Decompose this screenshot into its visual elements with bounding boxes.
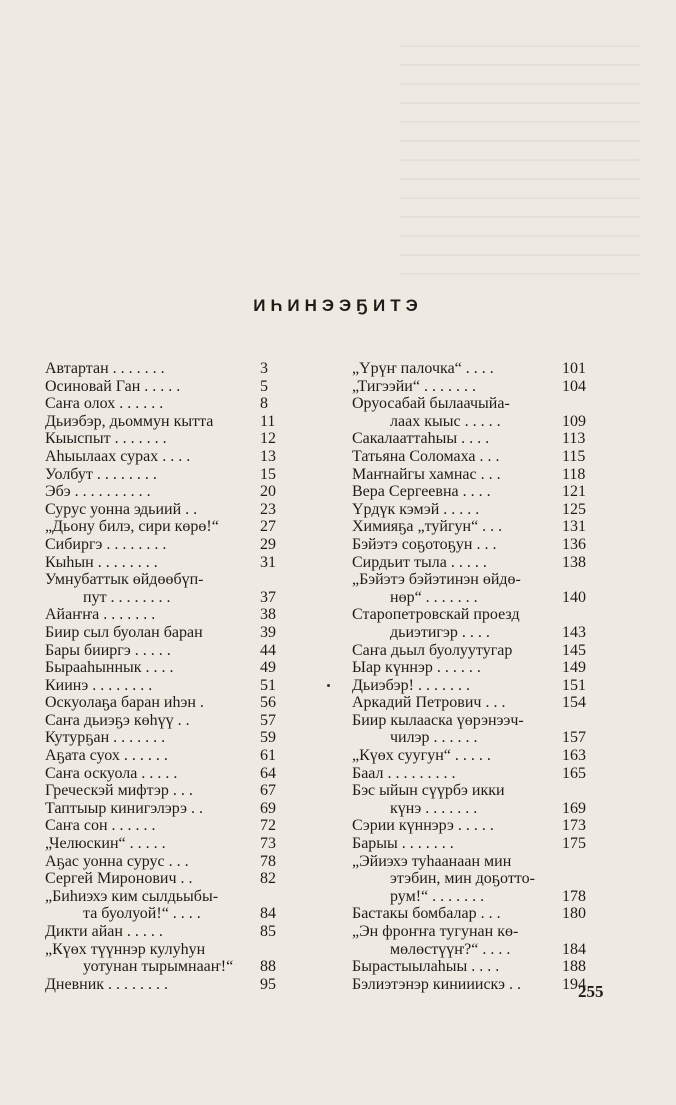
toc-entry — [45, 536, 290, 554]
toc-entry-title-continuation — [352, 870, 592, 888]
toc-entry — [352, 448, 592, 466]
toc-entry-page: 180 — [562, 905, 586, 923]
toc-entry — [352, 659, 592, 677]
toc-entry-text: Оскуолаҕа баран иһэн . — [45, 694, 204, 712]
toc-entry-text: Бэйэтэ соҕотоҕун . . . — [352, 535, 497, 553]
toc-entry-title-continuation — [45, 958, 290, 976]
toc-entry-page: 178 — [562, 887, 586, 905]
page-number: 255 — [578, 982, 604, 1001]
toc-entry-text: Саҥа дьиэҕэ көһүү . . — [45, 711, 190, 729]
toc-entry — [352, 378, 592, 396]
toc-entry-text: „Үрүҥ палочка“ . . . . — [352, 360, 494, 377]
toc-entry-text: Аҕата суох . . . . . . — [45, 747, 168, 765]
toc-entry — [45, 729, 290, 747]
toc-entry-title — [352, 395, 592, 413]
toc-entry-title — [45, 976, 290, 994]
toc-entry-page: 59 — [260, 729, 276, 747]
toc-entry-text: „Дьону билэ, сири көрө!“ — [45, 518, 219, 536]
toc-entry — [352, 677, 592, 695]
toc-entry-title — [45, 941, 290, 959]
toc-entry-text: „Тигээйи“ . . . . . . . — [352, 377, 476, 395]
toc-entry-text: Оруосабай былаачыйа- — [352, 395, 510, 413]
toc-entry-title — [45, 554, 290, 572]
toc-entry — [352, 923, 592, 958]
toc-right-column — [352, 360, 592, 993]
toc-entry-title — [45, 413, 290, 431]
toc-entry-title — [352, 817, 592, 835]
toc-entry-text: „Күөх суугун“ . . . . . — [352, 747, 491, 765]
toc-entry — [45, 483, 290, 501]
toc-entry-page: 72 — [260, 817, 276, 835]
toc-entry-page: 157 — [562, 729, 586, 747]
toc-entry-text: Химияҕа „туйгун“ . . . — [352, 518, 503, 536]
toc-entry-page: 145 — [562, 641, 586, 659]
toc-entry-text: Айаҥҥа . . . . . . . — [45, 606, 156, 624]
toc-entry-page: 3 — [260, 360, 268, 377]
toc-entry — [352, 536, 592, 554]
toc-entry-text: уотунан тырымнааҥ!“ — [83, 958, 234, 976]
toc-entry — [45, 624, 290, 642]
toc-entry-title — [352, 958, 592, 976]
toc-entry-page: 13 — [260, 447, 276, 465]
toc-entry-page: 173 — [562, 817, 586, 835]
toc-entry-title-continuation — [352, 888, 592, 906]
toc-entry-text: Татьяна Соломаха . . . — [352, 447, 500, 465]
toc-entry — [45, 642, 290, 660]
toc-entry-page: 12 — [260, 430, 276, 448]
toc-entry-page: 104 — [562, 377, 586, 395]
toc-entry-title — [352, 571, 592, 589]
toc-entry-text: пут . . . . . . . . — [83, 588, 171, 606]
toc-entry-text: Дьиэбэр, дьоммун кытта — [45, 412, 214, 430]
toc-entry-title-continuation — [352, 624, 592, 642]
toc-entry-title-continuation — [352, 413, 592, 431]
toc-entry — [45, 395, 290, 413]
toc-entry-title — [45, 659, 290, 677]
toc-entry-title — [352, 448, 592, 466]
toc-entry — [352, 835, 592, 853]
toc-entry-text: Дневник . . . . . . . . — [45, 975, 169, 993]
toc-entry-text: күнэ . . . . . . . — [390, 799, 478, 817]
toc-entry-page: 78 — [260, 852, 276, 870]
toc-entry-text: „Күөх түүннэр кулуһун — [45, 940, 206, 958]
toc-entry-title — [45, 747, 290, 765]
toc-entry-text: Бырастыылаһыы . . . . — [352, 958, 500, 976]
toc-entry — [352, 747, 592, 765]
toc-entry-text: чилэр . . . . . . — [390, 729, 478, 747]
toc-entry — [352, 395, 592, 430]
toc-entry-text: Аркадий Петрович . . . — [352, 694, 506, 712]
toc-entry-title — [45, 536, 290, 554]
toc-entry — [45, 923, 290, 941]
toc-entry-title — [352, 430, 592, 448]
toc-entry — [45, 518, 290, 536]
toc-entry-title — [352, 765, 592, 783]
toc-entry — [352, 606, 592, 641]
toc-entry-text: Саҥа олох . . . . . . — [45, 395, 164, 413]
ink-speck — [327, 684, 330, 687]
toc-entry-title — [352, 835, 592, 853]
toc-entry — [45, 466, 290, 484]
toc-entry-text: Уолбут . . . . . . . . — [45, 465, 157, 483]
toc-entry-page: 20 — [260, 483, 276, 501]
toc-entry-page: 118 — [562, 465, 586, 483]
toc-entry-title — [45, 870, 290, 888]
toc-entry-page: 82 — [260, 870, 276, 888]
toc-entry-title — [352, 466, 592, 484]
toc-entry-title — [45, 501, 290, 519]
toc-entry-page: 29 — [260, 535, 276, 553]
toc-entry-title — [352, 853, 592, 871]
toc-entry-text: Кыыспыт . . . . . . . — [45, 430, 167, 448]
toc-entry-page: 23 — [260, 500, 276, 518]
toc-entry — [45, 941, 290, 976]
toc-entry-title — [352, 976, 592, 994]
toc-entry — [45, 448, 290, 466]
toc-entry-page: 8 — [260, 395, 268, 413]
toc-entry — [352, 430, 592, 448]
toc-entry-text: мөлөстүүҥ?“ . . . . — [390, 940, 511, 958]
toc-entry — [45, 747, 290, 765]
toc-entry-text: Дьиэбэр! . . . . . . . — [352, 676, 470, 694]
toc-entry — [45, 835, 290, 853]
toc-entry-page: 95 — [260, 975, 276, 993]
toc-entry-title — [45, 694, 290, 712]
toc-entry-title — [352, 923, 592, 941]
toc-entry — [352, 483, 592, 501]
toc-entry-text: Осиновай Ган . . . . . — [45, 377, 181, 395]
toc-entry-title — [45, 395, 290, 413]
toc-entry-page: 31 — [260, 553, 276, 571]
toc-entry-page: 138 — [562, 553, 586, 571]
toc-entry-text: та буолуой!“ . . . . — [83, 905, 201, 923]
toc-entry-title — [45, 483, 290, 501]
toc-entry-text: „Бэйэтэ бэйэтинэн өйдө- — [352, 571, 521, 589]
toc-entry-page: 64 — [260, 764, 276, 782]
toc-entry-title — [45, 729, 290, 747]
toc-entry-page: 84 — [260, 905, 276, 923]
toc-entry — [352, 782, 592, 817]
toc-entry-title — [45, 448, 290, 466]
toc-entry-page: 140 — [562, 588, 586, 606]
toc-entry-text: Саҥа оскуола . . . . . — [45, 764, 178, 782]
toc-entry-page: 37 — [260, 588, 276, 606]
toc-entry — [45, 853, 290, 871]
toc-entry-title — [45, 378, 290, 396]
toc-entry-page: 125 — [562, 500, 586, 518]
toc-entry-title — [352, 518, 592, 536]
toc-entry-text: Сурус уонна эдьиий . . — [45, 500, 198, 518]
toc-entry — [45, 694, 290, 712]
toc-entry-title — [45, 800, 290, 818]
toc-entry — [45, 870, 290, 888]
toc-entry-title — [45, 518, 290, 536]
toc-entry — [352, 817, 592, 835]
toc-entry-text: дьиэтигэр . . . . — [390, 623, 490, 641]
toc-entry-page: 165 — [562, 764, 586, 782]
toc-entry-page: 175 — [562, 835, 586, 853]
toc-entry-title-continuation — [45, 589, 290, 607]
toc-entry — [352, 554, 592, 572]
toc-entry-page: 85 — [260, 923, 276, 940]
toc-entry-title — [352, 378, 592, 396]
toc-entry-title — [352, 694, 592, 712]
toc-entry-page: 115 — [562, 447, 586, 465]
toc-entry-page: 49 — [260, 659, 276, 677]
toc-entry-text: Дикти айан . . . . . — [45, 923, 163, 940]
toc-entry-title — [45, 571, 290, 589]
toc-entry-title — [45, 642, 290, 660]
toc-entry-text: Бары бииргэ . . . . . — [45, 641, 171, 659]
toc-entry-text: Греческэй мифтэр . . . — [45, 782, 193, 800]
toc-entry-title — [45, 835, 290, 853]
toc-entry — [45, 501, 290, 519]
toc-entry-text: Вера Сергеевна . . . . — [352, 483, 491, 501]
toc-entry-text: Аһыылаах сурах . . . . — [45, 447, 191, 465]
toc-entry-title — [352, 905, 592, 923]
toc-entry-title-continuation — [45, 905, 290, 923]
toc-entry-text: „Челюскин“ . . . . . — [45, 835, 166, 853]
toc-entry-text: Биир сыл буолан баран — [45, 623, 203, 641]
toc-entry-page: 113 — [562, 430, 586, 448]
toc-entry — [45, 800, 290, 818]
toc-entry-text: лаах кыыс . . . . . — [390, 412, 501, 430]
toc-entry — [45, 413, 290, 431]
toc-entry-title — [45, 624, 290, 642]
toc-entry — [352, 571, 592, 606]
toc-entry-page: 131 — [562, 518, 586, 536]
toc-entry-text: Ыар күннэр . . . . . . — [352, 659, 481, 677]
toc-entry-title-continuation — [352, 729, 592, 747]
toc-entry-title — [45, 923, 290, 941]
toc-entry-title — [352, 659, 592, 677]
toc-entry-page: 188 — [562, 958, 586, 976]
toc-entry-text: Киинэ . . . . . . . . — [45, 676, 153, 694]
toc-entry-text: Саҥа дьыл буолуутугар — [352, 641, 513, 659]
toc-entry-title — [352, 782, 592, 800]
toc-entry-page: 39 — [260, 623, 276, 641]
toc-entry-title — [45, 888, 290, 906]
toc-entry-text: Баал . . . . . . . . . — [352, 764, 456, 782]
toc-entry-text: Старопетровскай проезд — [352, 606, 520, 624]
toc-entry — [45, 430, 290, 448]
toc-entry-text: Саҥа сон . . . . . . — [45, 817, 156, 835]
toc-entry — [45, 378, 290, 396]
toc-entry-text: Кыһын . . . . . . . . — [45, 553, 158, 571]
toc-entry — [352, 360, 592, 378]
toc-entry-page: 163 — [562, 747, 586, 765]
toc-entry-page: 44 — [260, 641, 276, 659]
toc-entry-page: 151 — [562, 676, 586, 694]
toc-entry-title — [352, 554, 592, 572]
toc-entry-text: „Биһиэхэ ким сылдьыбы- — [45, 887, 219, 905]
toc-entry-title — [45, 466, 290, 484]
toc-entry-page: 136 — [562, 535, 586, 553]
toc-entry-text: Биир кылааска үөрэнээч- — [352, 711, 524, 729]
toc-entry-page: 57 — [260, 711, 276, 729]
toc-entry-page: 38 — [260, 606, 276, 624]
toc-entry-text: Бэс ыйын сүүрбэ икки — [352, 782, 505, 800]
toc-entry-page: 69 — [260, 799, 276, 817]
toc-entry-title — [45, 817, 290, 835]
toc-entry-text: Сакалааттаһыы . . . . — [352, 430, 490, 448]
toc-entry — [352, 501, 592, 519]
toc-entry-text: нөр“ . . . . . . . — [390, 588, 478, 606]
toc-entry — [352, 466, 592, 484]
toc-entry-text: Эбэ . . . . . . . . . . — [45, 483, 151, 501]
toc-entry-text: Сэрии күннэрэ . . . . . — [352, 817, 494, 835]
toc-entry-page: 194 — [562, 975, 586, 993]
toc-entry — [352, 518, 592, 536]
toc-entry-text: Кутурҕан . . . . . . . — [45, 729, 166, 747]
toc-entry-text: Таптыыр кинигэлэрэ . . — [45, 799, 204, 817]
toc-entry — [45, 976, 290, 994]
toc-entry-title — [45, 677, 290, 695]
toc-entry-text: Үрдүк кэмэй . . . . . — [352, 500, 480, 518]
toc-entry — [45, 360, 290, 378]
toc-entry — [45, 571, 290, 606]
toc-entry-title — [352, 606, 592, 624]
toc-entry-page: 154 — [562, 694, 586, 712]
toc-entry-text: Бэлиэтэнэр кинииискэ . . — [352, 975, 521, 993]
toc-entry-page: 15 — [260, 465, 276, 483]
toc-entry-title — [352, 712, 592, 730]
toc-entry-text: Маҥнайгы хамнас . . . — [352, 465, 501, 483]
toc-entry-text: Бастакы бомбалар . . . — [352, 905, 501, 923]
toc-entry-text: рум!“ . . . . . . . — [390, 887, 485, 905]
toc-entry-page: 169 — [562, 799, 586, 817]
toc-entry-text: „Эйиэхэ туһаанаан мин — [352, 852, 512, 870]
toc-entry — [45, 677, 290, 695]
toc-entry-page: 61 — [260, 747, 276, 765]
toc-entry-page: 101 — [562, 360, 586, 377]
toc-entry-text: Бырааһыннык . . . . — [45, 659, 174, 677]
toc-entry-title — [352, 536, 592, 554]
toc-entry-title — [352, 642, 592, 660]
toc-entry — [352, 694, 592, 712]
toc-entry-title — [352, 483, 592, 501]
toc-entry — [352, 642, 592, 660]
toc-entry-page: 121 — [562, 483, 586, 501]
toc-entry-text: Аҕас уонна сурус . . . — [45, 852, 189, 870]
toc-entry-page: 149 — [562, 659, 586, 677]
toc-entry-page: 143 — [562, 623, 586, 641]
toc-entry-page: 109 — [562, 412, 586, 430]
toc-entry — [352, 976, 592, 994]
toc-entry — [45, 606, 290, 624]
toc-entry — [45, 782, 290, 800]
toc-entry — [45, 817, 290, 835]
toc-entry-page: 67 — [260, 782, 276, 800]
toc-entry-text: Умнубаттык өйдөөбүп- — [45, 571, 204, 589]
toc-entry-page: 56 — [260, 694, 276, 712]
toc-entry-page: 51 — [260, 676, 276, 694]
toc-entry-text: Сирдьит тыла . . . . . — [352, 553, 487, 571]
toc-entry-title — [352, 677, 592, 695]
toc-entry-title — [45, 782, 290, 800]
bleed-through-texture — [400, 45, 640, 275]
toc-entry — [45, 765, 290, 783]
toc-entry-title — [45, 606, 290, 624]
toc-entry — [352, 712, 592, 747]
toc-entry-text: Сибиргэ . . . . . . . . — [45, 535, 167, 553]
toc-entry-title-continuation — [352, 800, 592, 818]
toc-entry-title — [45, 360, 290, 378]
toc-entry-title — [45, 853, 290, 871]
toc-entry-page: 27 — [260, 518, 276, 536]
toc-entry-text: „Эн фроҥҥа тугунан кө- — [352, 923, 519, 940]
toc-entry-page: 11 — [260, 412, 276, 430]
toc-entry — [45, 888, 290, 923]
toc-left-column — [45, 360, 290, 993]
toc-entry-page: 5 — [260, 377, 268, 395]
toc-entry-title — [352, 360, 592, 378]
toc-entry-page: 88 — [260, 958, 276, 976]
toc-entry-page: 73 — [260, 835, 276, 853]
toc-entry-title — [45, 712, 290, 730]
toc-entry-title — [45, 430, 290, 448]
toc-entry — [45, 712, 290, 730]
toc-entry-title — [45, 765, 290, 783]
toc-entry-title-continuation — [352, 941, 592, 959]
toc-entry-page: 184 — [562, 940, 586, 958]
toc-entry-text: Барыы . . . . . . . — [352, 835, 454, 853]
toc-entry-title-continuation — [352, 589, 592, 607]
toc-entry — [352, 765, 592, 783]
page-title: ИҺИНЭЭҔИТЭ — [253, 296, 423, 315]
toc-entry — [45, 554, 290, 572]
toc-entry — [352, 958, 592, 976]
toc-entry-title — [352, 501, 592, 519]
toc-entry — [352, 905, 592, 923]
toc-entry-text: Автартан . . . . . . . — [45, 360, 165, 377]
toc-entry — [352, 853, 592, 906]
toc-entry-text: этэбин, мин доҕотто- — [390, 870, 535, 888]
toc-entry-text: Сергей Миронович . . — [45, 870, 193, 888]
toc-entry — [45, 659, 290, 677]
toc-entry-title — [352, 747, 592, 765]
